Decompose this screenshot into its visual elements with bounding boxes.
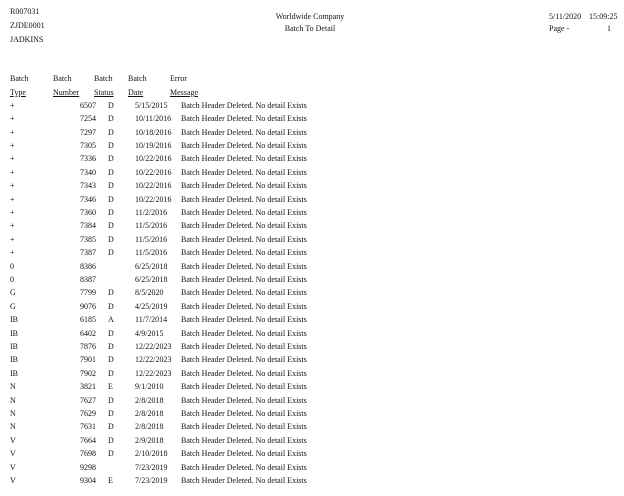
report-date: 5/11/2020 bbox=[549, 12, 582, 21]
error-message-cell: Batch Header Deleted. No detail Exists bbox=[181, 167, 307, 177]
batch-number-cell: 7343 bbox=[80, 181, 96, 191]
batch-status-cell: D bbox=[108, 207, 114, 217]
table-row bbox=[0, 246, 381, 259]
batch-status-cell: D bbox=[108, 368, 114, 378]
error-message-cell: Batch Header Deleted. No detail Exists bbox=[181, 422, 307, 432]
table-row bbox=[0, 233, 381, 246]
batch-date-cell: 2/8/2018 bbox=[135, 422, 164, 432]
col-header-line1: Batch bbox=[10, 74, 29, 83]
table-row bbox=[0, 421, 381, 434]
batch-type-cell: V bbox=[10, 462, 16, 472]
batch-status-cell: E bbox=[108, 382, 113, 392]
batch-type-cell: + bbox=[10, 234, 15, 244]
report-company: Worldwide Company bbox=[275, 12, 345, 21]
error-message-cell: Batch Header Deleted. No detail Exists bbox=[181, 462, 307, 472]
col-header-batch-status bbox=[94, 74, 114, 98]
table-row bbox=[0, 461, 381, 474]
batch-number-cell: 8386 bbox=[80, 261, 96, 271]
report-id: R007031 bbox=[10, 7, 40, 16]
batch-type-cell: 0 bbox=[10, 261, 14, 271]
table-row bbox=[0, 354, 381, 367]
batch-status-cell: D bbox=[108, 248, 114, 258]
batch-status-cell: D bbox=[108, 288, 114, 298]
batch-type-cell: + bbox=[10, 167, 15, 177]
batch-date-cell: 2/8/2018 bbox=[135, 409, 164, 419]
batch-type-cell: V bbox=[10, 449, 16, 459]
batch-date-cell: 5/15/2015 bbox=[135, 100, 168, 110]
col-header-line2: Number bbox=[53, 88, 80, 97]
batch-type-cell: + bbox=[10, 154, 15, 164]
error-message-cell: Batch Header Deleted. No detail Exists bbox=[181, 368, 307, 378]
error-message-cell: Batch Header Deleted. No detail Exists bbox=[181, 207, 307, 217]
col-header-line2: Status bbox=[94, 88, 114, 97]
error-message-cell: Batch Header Deleted. No detail Exists bbox=[181, 114, 307, 124]
batch-number-cell: 7629 bbox=[80, 409, 96, 419]
batch-number-cell: 7698 bbox=[80, 449, 96, 459]
error-message-cell: Batch Header Deleted. No detail Exists bbox=[181, 328, 307, 338]
batch-date-cell: 10/11/2016 bbox=[135, 114, 172, 124]
batch-status-cell: D bbox=[108, 234, 114, 244]
batch-date-cell: 8/5/2020 bbox=[135, 288, 164, 298]
batch-type-cell: + bbox=[10, 140, 15, 150]
col-header-line2: Type bbox=[10, 88, 26, 97]
table-row bbox=[0, 340, 381, 353]
batch-status-cell: D bbox=[108, 301, 114, 311]
batch-number-cell: 7627 bbox=[80, 395, 96, 405]
batch-type-cell: + bbox=[10, 248, 15, 258]
batch-status-cell: D bbox=[108, 435, 114, 445]
batch-number-cell: 7876 bbox=[80, 342, 96, 352]
batch-number-cell: 6402 bbox=[80, 328, 96, 338]
error-message-cell: Batch Header Deleted. No detail Exists bbox=[181, 181, 307, 191]
error-message-cell: Batch Header Deleted. No detail Exists bbox=[181, 127, 307, 137]
batch-number-cell: 7901 bbox=[80, 355, 96, 365]
table-row bbox=[0, 193, 381, 206]
error-message-cell: Batch Header Deleted. No detail Exists bbox=[181, 100, 307, 110]
batch-type-cell: N bbox=[10, 422, 16, 432]
table-row bbox=[0, 260, 381, 273]
error-message-cell: Batch Header Deleted. No detail Exists bbox=[181, 261, 307, 271]
batch-date-cell: 2/9/2018 bbox=[135, 435, 164, 445]
table-row bbox=[0, 287, 381, 300]
table-row bbox=[0, 407, 381, 420]
batch-status-cell: D bbox=[108, 194, 114, 204]
batch-table-body bbox=[0, 99, 381, 488]
page-label: Page - bbox=[549, 24, 570, 33]
table-row bbox=[0, 112, 381, 125]
batch-status-cell: D bbox=[108, 221, 114, 231]
error-message-cell: Batch Header Deleted. No detail Exists bbox=[181, 382, 307, 392]
col-header-line1: Error bbox=[170, 74, 187, 83]
table-row bbox=[0, 327, 381, 340]
report-title: Batch To Detail bbox=[284, 24, 336, 33]
batch-number-cell: 7305 bbox=[80, 140, 96, 150]
batch-status-cell bbox=[108, 273, 135, 286]
table-row bbox=[0, 206, 381, 219]
error-message-cell: Batch Header Deleted. No detail Exists bbox=[181, 409, 307, 419]
batch-date-cell: 2/8/2018 bbox=[135, 395, 164, 405]
batch-status-cell: A bbox=[108, 315, 114, 325]
batch-status-cell: D bbox=[108, 355, 114, 365]
col-header-line1: Batch bbox=[94, 74, 113, 83]
batch-status-cell: D bbox=[108, 127, 114, 137]
batch-number-cell: 7385 bbox=[80, 234, 96, 244]
error-message-cell: Batch Header Deleted. No detail Exists bbox=[181, 395, 307, 405]
report-identifiers bbox=[10, 7, 45, 49]
batch-number-cell: 7340 bbox=[80, 167, 96, 177]
batch-type-cell: V bbox=[10, 435, 16, 445]
col-header-batch-date bbox=[128, 74, 147, 98]
batch-type-cell: 0 bbox=[10, 274, 14, 284]
col-header-line2: Message bbox=[170, 88, 198, 97]
batch-type-cell: + bbox=[10, 221, 15, 231]
batch-number-cell: 7387 bbox=[80, 248, 96, 258]
batch-number-cell: 7902 bbox=[80, 368, 96, 378]
batch-number-cell: 7346 bbox=[80, 194, 96, 204]
batch-type-cell: IB bbox=[10, 368, 18, 378]
batch-status-cell bbox=[108, 461, 135, 474]
table-row bbox=[0, 126, 381, 139]
batch-status-cell: D bbox=[108, 154, 114, 164]
batch-number-cell: 7384 bbox=[80, 221, 96, 231]
table-row bbox=[0, 179, 381, 192]
batch-date-cell: 4/9/2015 bbox=[135, 328, 164, 338]
error-message-cell: Batch Header Deleted. No detail Exists bbox=[181, 476, 307, 486]
table-row bbox=[0, 300, 381, 313]
batch-number-cell: 6507 bbox=[80, 100, 96, 110]
batch-number-cell: 7799 bbox=[80, 288, 96, 298]
batch-type-cell: IB bbox=[10, 315, 18, 325]
batch-date-cell: 10/19/2016 bbox=[135, 140, 172, 150]
batch-status-cell: E bbox=[108, 476, 113, 486]
batch-number-cell: 9076 bbox=[80, 301, 96, 311]
col-header-line2: Date bbox=[128, 88, 144, 97]
table-row bbox=[0, 139, 381, 152]
batch-number-cell: 7664 bbox=[80, 435, 96, 445]
table-row bbox=[0, 381, 381, 394]
batch-number-cell: 8387 bbox=[80, 274, 96, 284]
batch-type-cell: N bbox=[10, 395, 16, 405]
error-message-cell: Batch Header Deleted. No detail Exists bbox=[181, 355, 307, 365]
batch-date-cell: 11/5/2016 bbox=[135, 221, 168, 231]
batch-date-cell: 10/18/2016 bbox=[135, 127, 172, 137]
batch-number-cell: 7360 bbox=[80, 207, 96, 217]
batch-type-cell: N bbox=[10, 382, 16, 392]
error-message-cell: Batch Header Deleted. No detail Exists bbox=[181, 288, 307, 298]
error-message-cell: Batch Header Deleted. No detail Exists bbox=[181, 194, 307, 204]
report-version: ZJDE0001 bbox=[10, 21, 45, 30]
table-row bbox=[0, 314, 381, 327]
batch-type-cell: IB bbox=[10, 328, 18, 338]
table-row bbox=[0, 220, 381, 233]
batch-number-cell: 6185 bbox=[80, 315, 96, 325]
table-row bbox=[0, 474, 381, 487]
page-number: 1 bbox=[607, 24, 611, 33]
batch-number-cell: 7336 bbox=[80, 154, 96, 164]
batch-status-cell: D bbox=[108, 342, 114, 352]
batch-status-cell: D bbox=[108, 181, 114, 191]
batch-type-cell: G bbox=[10, 301, 16, 311]
batch-type-cell: + bbox=[10, 127, 15, 137]
batch-table bbox=[0, 99, 381, 488]
error-message-cell: Batch Header Deleted. No detail Exists bbox=[181, 342, 307, 352]
table-row bbox=[0, 394, 381, 407]
table-row bbox=[0, 367, 381, 380]
table-row bbox=[0, 153, 381, 166]
batch-type-cell: + bbox=[10, 100, 15, 110]
batch-date-cell: 12/22/2023 bbox=[135, 342, 172, 352]
error-message-cell: Batch Header Deleted. No detail Exists bbox=[181, 315, 307, 325]
batch-date-cell: 12/22/2023 bbox=[135, 368, 172, 378]
error-message-cell: Batch Header Deleted. No detail Exists bbox=[181, 449, 307, 459]
col-header-error-message bbox=[170, 74, 198, 98]
batch-status-cell: D bbox=[108, 328, 114, 338]
batch-date-cell: 4/25/2019 bbox=[135, 301, 168, 311]
batch-number-cell: 7254 bbox=[80, 114, 96, 124]
batch-date-cell: 11/5/2016 bbox=[135, 234, 168, 244]
batch-date-cell: 10/22/2016 bbox=[135, 167, 172, 177]
batch-date-cell: 2/10/2018 bbox=[135, 449, 168, 459]
report-user: JADKINS bbox=[10, 35, 44, 44]
batch-date-cell: 10/22/2016 bbox=[135, 194, 172, 204]
batch-type-cell: + bbox=[10, 207, 15, 217]
batch-status-cell: D bbox=[108, 395, 114, 405]
error-message-cell: Batch Header Deleted. No detail Exists bbox=[181, 221, 307, 231]
batch-date-cell: 6/25/2018 bbox=[135, 261, 168, 271]
error-message-cell: Batch Header Deleted. No detail Exists bbox=[181, 154, 307, 164]
error-message-cell: Batch Header Deleted. No detail Exists bbox=[181, 234, 307, 244]
table-row bbox=[0, 99, 381, 112]
batch-number-cell: 9298 bbox=[80, 462, 96, 472]
batch-type-cell: V bbox=[10, 476, 16, 486]
error-message-cell: Batch Header Deleted. No detail Exists bbox=[181, 140, 307, 150]
table-row bbox=[0, 166, 381, 179]
batch-date-cell: 7/23/2019 bbox=[135, 462, 168, 472]
error-message-cell: Batch Header Deleted. No detail Exists bbox=[181, 435, 307, 445]
table-row bbox=[0, 273, 381, 286]
error-message-cell: Batch Header Deleted. No detail Exists bbox=[181, 248, 307, 258]
table-row bbox=[0, 434, 381, 447]
batch-status-cell bbox=[108, 260, 135, 273]
batch-status-cell: D bbox=[108, 140, 114, 150]
col-header-batch-type bbox=[10, 74, 29, 98]
batch-date-cell: 6/25/2018 bbox=[135, 274, 168, 284]
batch-date-cell: 11/7/2014 bbox=[135, 315, 168, 325]
batch-status-cell: D bbox=[108, 114, 114, 124]
col-header-line1: Batch bbox=[53, 74, 72, 83]
batch-type-cell: + bbox=[10, 114, 15, 124]
batch-status-cell: D bbox=[108, 100, 114, 110]
batch-date-cell: 11/5/2016 bbox=[135, 248, 168, 258]
batch-status-cell: D bbox=[108, 422, 114, 432]
batch-number-cell: 7631 bbox=[80, 422, 96, 432]
batch-type-cell: N bbox=[10, 409, 16, 419]
batch-type-cell: + bbox=[10, 194, 15, 204]
batch-number-cell: 9304 bbox=[80, 476, 96, 486]
batch-status-cell: D bbox=[108, 167, 114, 177]
batch-status-cell: D bbox=[108, 409, 114, 419]
batch-date-cell: 10/22/2016 bbox=[135, 154, 172, 164]
batch-date-cell: 10/22/2016 bbox=[135, 181, 172, 191]
batch-date-cell: 12/22/2023 bbox=[135, 355, 172, 365]
col-header-batch-number bbox=[53, 74, 79, 98]
batch-date-cell: 11/2/2016 bbox=[135, 207, 168, 217]
batch-type-cell: IB bbox=[10, 342, 18, 352]
error-message-cell: Batch Header Deleted. No detail Exists bbox=[181, 301, 307, 311]
error-message-cell: Batch Header Deleted. No detail Exists bbox=[181, 274, 307, 284]
batch-date-cell: 9/1/2010 bbox=[135, 382, 164, 392]
batch-number-cell: 3821 bbox=[80, 382, 96, 392]
batch-number-cell: 7297 bbox=[80, 127, 96, 137]
batch-type-cell: G bbox=[10, 288, 16, 298]
batch-type-cell: IB bbox=[10, 355, 18, 365]
report-time: 15:09:25 bbox=[589, 12, 618, 21]
batch-date-cell: 7/23/2019 bbox=[135, 476, 168, 486]
col-header-line1: Batch bbox=[128, 74, 147, 83]
table-row bbox=[0, 448, 381, 461]
batch-type-cell: + bbox=[10, 181, 15, 191]
batch-status-cell: D bbox=[108, 449, 114, 459]
